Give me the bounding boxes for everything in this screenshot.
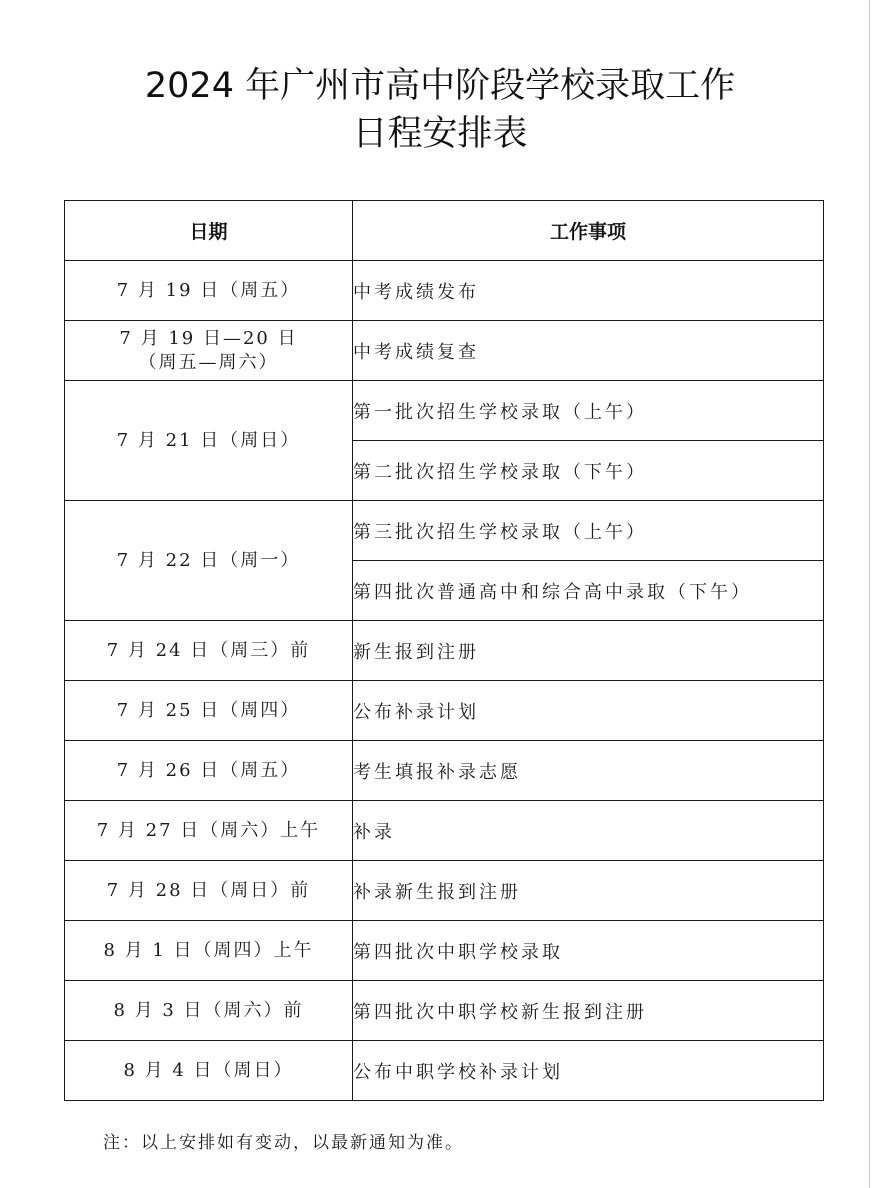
item-cell: 新生报到注册 [353,621,824,681]
table-row [65,261,824,321]
schedule-table [64,200,824,1101]
item-cell: 补录 [353,801,824,861]
table-row [65,621,824,681]
item-cell: 第一批次招生学校录取（上午） [353,381,824,441]
page-subtitle: 日程安排表 [352,114,528,154]
page-title: 2024 年广州市高中阶段学校录取工作 [144,66,736,106]
date-cell: 7 月 24 日（周三）前 [65,621,353,681]
table-row [65,861,824,921]
date-cell: 7 月 22 日（周一） [65,501,353,621]
table-row [65,801,824,861]
table-row [65,741,824,801]
item-cell: 第四批次中职学校新生报到注册 [353,981,824,1041]
item-cell: 第二批次招生学校录取（下午） [353,441,824,501]
item-cell: 考生填报补录志愿 [353,741,824,801]
date-cell: 7 月 26 日（周五） [65,741,353,801]
date-column-header: 日期 [65,201,353,261]
table-row [65,321,824,381]
table-row [65,681,824,741]
date-cell: 7 月 19 日（周五） [65,261,353,321]
date-cell: 7 月 21 日（周日） [65,381,353,501]
item-column-header: 工作事项 [353,201,824,261]
table-row [65,501,824,561]
table-row [65,981,824,1041]
page-edge-line [869,0,870,1188]
table-row [65,921,824,981]
item-cell: 中考成绩复查 [353,321,824,381]
date-cell [65,321,353,381]
item-cell: 补录新生报到注册 [353,861,824,921]
date-cell: 8 月 1 日（周四）上午 [65,921,353,981]
date-cell: 7 月 25 日（周四） [65,681,353,741]
item-cell: 第四批次普通高中和综合高中录取（下午） [353,561,824,621]
date-cell: 7 月 28 日（周日）前 [65,861,353,921]
table-header-row [65,201,824,261]
date-cell-text: 7 月 19 日—20 日 （周五—周六） [119,327,298,373]
item-cell: 公布补录计划 [353,681,824,741]
item-cell: 第三批次招生学校录取（上午） [353,501,824,561]
date-cell: 8 月 3 日（周六）前 [65,981,353,1041]
item-cell: 公布中职学校补录计划 [353,1041,824,1101]
item-cell: 第四批次中职学校录取 [353,921,824,981]
table-row [65,381,824,441]
date-cell: 8 月 4 日（周日） [65,1041,353,1101]
footnote: 注：以上安排如有变动，以最新通知为准。 [103,1133,464,1153]
item-cell: 中考成绩发布 [353,261,824,321]
date-cell: 7 月 27 日（周六）上午 [65,801,353,861]
table-row [65,1041,824,1101]
